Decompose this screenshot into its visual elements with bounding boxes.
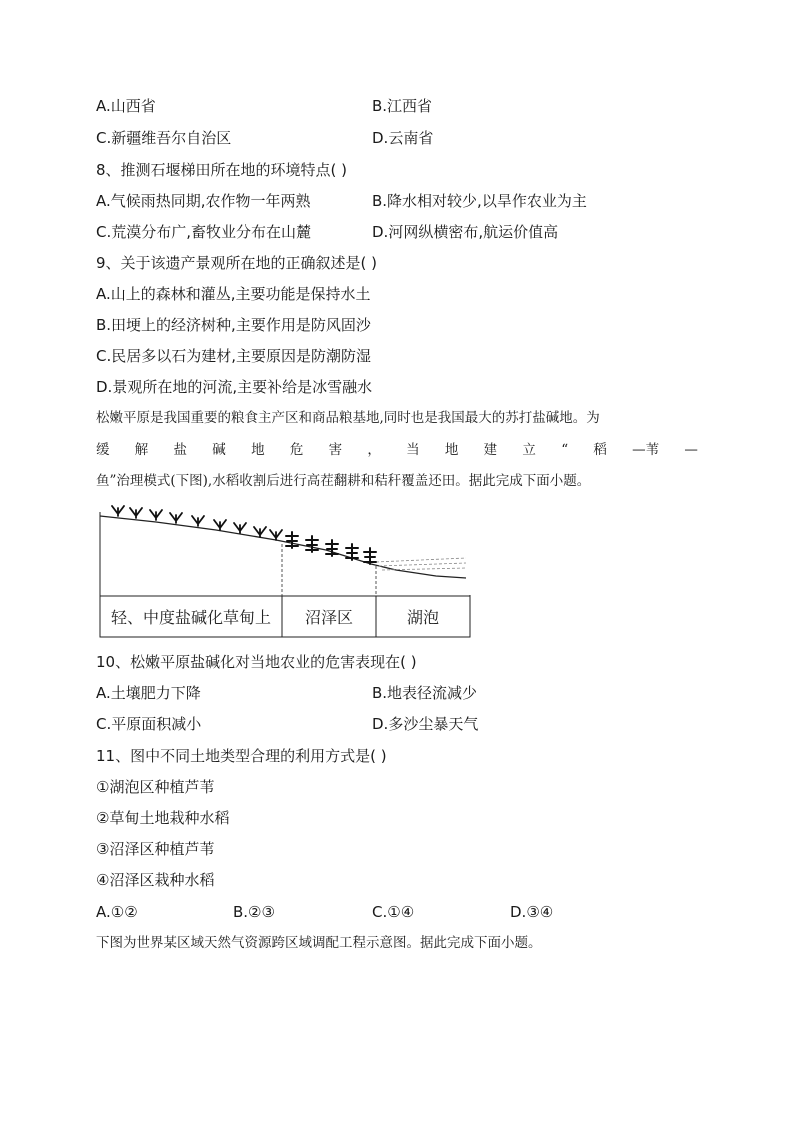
q11-stem: 11、图中不同土地类型合理的利用方式是( ) [96,747,387,765]
q8-option-d: D.河网纵横密布,航运价值高 [372,223,559,241]
grass-icon [112,506,124,516]
q8-option-c: C.荒漠分布广,畜牧业分布在山麓 [96,223,312,241]
grass-icon [214,520,226,530]
q11-item-4: ④沼泽区栽种水稻 [96,871,215,889]
passage1-word: 立 [522,442,536,458]
q11-option-d: D.③④ [510,903,554,921]
water-line [379,563,466,566]
reed-icon [364,548,376,564]
q11-option-b: B.②③ [233,903,275,921]
passage1-word: 缓 [96,442,110,458]
reed-icon [346,544,358,560]
reed-icon [326,540,338,556]
passage1-word: —苇 [632,442,660,458]
q8-option-a: A.气候雨热同期,农作物一年两熟 [96,192,311,210]
q10-stem: 10、松嫩平原盐碱化对当地农业的危害表现在( ) [96,653,417,671]
grass-icon [234,523,246,533]
reed-icon [286,532,298,548]
passage1-word: 稻 [593,442,607,458]
passage1-word: 害 [328,442,343,458]
passage1-word: 解 [134,442,149,458]
q11-item-2: ②草甸土地栽种水稻 [96,809,230,827]
passage1-word: “ [561,442,569,458]
passage1-word: 当 [406,442,420,458]
q11-option-a: A.①② [96,903,138,921]
q7-option-c: C.新疆维吾尔自治区 [96,129,232,147]
q10-option-c: C.平原面积减小 [96,715,202,733]
reed-icon [306,536,318,552]
q9-option-b: B.田埂上的经济树种,主要作用是防风固沙 [96,316,371,334]
q7-option-a: A.山西省 [96,97,156,115]
label-lake: 湖泡 [406,608,440,627]
passage1-word: 碱 [212,442,226,458]
grass-icon [270,530,282,540]
label-marsh: 沼泽区 [304,608,354,627]
passage1-word: 盐 [173,442,188,458]
grass-icon [192,516,204,526]
q9-option-c: C.民居多以石为建材,主要原因是防潮防湿 [96,347,372,365]
grass-icon [130,508,142,518]
q7-option-b: B.江西省 [372,97,433,115]
q11-item-1: ①湖泡区种植芦苇 [96,778,215,796]
passage1-line2 [96,440,698,460]
q8-stem: 8、推测石堰梯田所在地的环境特点( ) [96,161,348,179]
q9-option-a: A.山上的森林和灌丛,主要功能是保持水土 [96,285,371,303]
q9-stem: 9、关于该遗产景观所在地的正确叙述是( ) [96,254,378,272]
grass-icon [254,527,266,537]
reed-icons [286,532,376,564]
passage1-word: 危 [289,442,304,458]
rice-reed-fish-diagram [96,500,474,640]
passage2-text: 下图为世界某区域天然气资源跨区域调配工程示意图。据此完成下面小题。 [96,935,542,951]
q10-option-b: B.地表径流减少 [372,684,478,702]
passage1-word: 地 [444,442,459,458]
passage1-word: ， [367,442,381,458]
water-line [376,558,466,562]
ground-slope [100,516,466,578]
passage1-line3: 鱼”治理模式(下图),水稻收割后进行高茬翻耕和秸秆覆盖还田。据此完成下面小题。 [96,473,591,489]
q7-option-d: D.云南省 [372,129,434,147]
label-meadow: 轻、中度盐碱化草甸上 [110,608,272,627]
q9-option-d: D.景观所在地的河流,主要补给是冰雪融水 [96,378,373,396]
passage1-line1: 松嫩平原是我国重要的粮食主产区和商品粮基地,同时也是我国最大的苏打盐碱地。为 [96,410,600,426]
passage1-word: — [684,442,698,458]
q10-option-d: D.多沙尘暴天气 [372,715,479,733]
q11-option-c: C.①④ [372,903,415,921]
grass-icons [112,506,282,540]
q10-option-a: A.土壤肥力下降 [96,684,201,702]
q8-option-b: B.降水相对较少,以旱作农业为主 [372,192,587,210]
passage1-word: 地 [251,442,265,458]
grass-icon [170,513,182,523]
q11-item-3: ③沼泽区种植芦苇 [96,840,215,858]
passage1-word: 建 [483,442,498,458]
grass-icon [150,510,162,520]
